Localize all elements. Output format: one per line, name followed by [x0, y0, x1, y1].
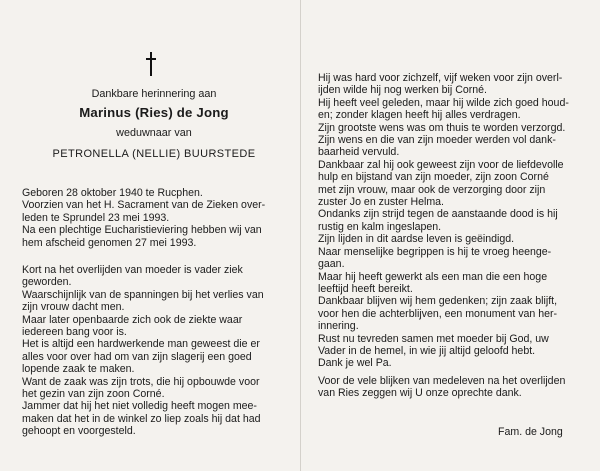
text-line: Dankbaar zal hij ook geweest zijn voor de liefdevolle: [318, 158, 564, 171]
text-line: leden te Sprundel 23 mei 1993.: [22, 211, 170, 224]
text-line: Geboren 28 oktober 1940 te Rucphen.: [22, 187, 203, 199]
cross-icon: [146, 52, 156, 76]
family-signature: Fam. de Jong: [498, 426, 563, 438]
text-line: zijn vrouw dacht men.: [22, 301, 125, 314]
text-line: alles voor over had om van zijn slagerij een goed: [22, 350, 252, 363]
text-line: Zijn lijden in dit aardse leven is geëindigd.: [318, 233, 515, 246]
text-line: Zijn grootste wens was om thuis te worden verzorgd.: [318, 121, 566, 134]
text-line: Waarschijnlijk van de spanningen bij het verlies van: [22, 288, 264, 301]
text-line: en; zonder klagen heeft hij alles verdragen.: [318, 109, 521, 122]
text-line: Hij heeft veel geleden, maar hij wilde zich goed houd-: [318, 96, 569, 109]
text-line: hulp en bijstand van zijn moeder, zijn zoon Corné: [318, 171, 549, 184]
text-line: hem afscheid genomen 27 mei 1993.: [22, 236, 197, 249]
text-line: Kort na het overlijden van moeder is vader ziek: [22, 264, 243, 276]
text-line: Jammer dat hij het niet volledig heeft mogen mee-: [22, 400, 257, 413]
text-line: van Ries zeggen wij U onze oprechte dank.: [318, 387, 522, 400]
text-line: zuster Jo en zuster Helma.: [318, 196, 444, 209]
widower-line: weduwnaar van: [116, 127, 192, 139]
text-line: geworden.: [22, 276, 72, 289]
text-line: iedereen bang voor is.: [22, 326, 127, 339]
text-line: lopende zaak te maken.: [22, 363, 135, 376]
text-line: innering.: [318, 320, 359, 333]
text-line: Rust nu tevreden samen met moeder bij God, uw: [318, 332, 549, 345]
text-line: Dankbaar blijven wij hem gedenken; zijn zaak blijft,: [318, 295, 558, 308]
text-line: maken dat het in de winkel zo liep zoals hij dat had: [22, 412, 261, 425]
text-line: leeftijd heeft bereikt.: [318, 282, 413, 295]
deceased-name: Marinus (Ries) de Jong: [79, 105, 229, 120]
dedication-line: Dankbare herinnering aan: [91, 88, 217, 100]
biography-paragraph: [22, 187, 286, 249]
text-line: Vader in de hemel, in wie jij altijd geloofd hebt.: [318, 344, 536, 357]
text-line: Voor de vele blijken van medeleven na het overlijden: [318, 375, 566, 387]
spouse-name: PETRONELLA (NELLIE) BUURSTEDE: [52, 148, 256, 160]
text-line: baarheid vervuld.: [318, 146, 400, 159]
tribute-paragraph: [318, 72, 584, 370]
text-line: het gezin van zijn zoon Corné.: [22, 388, 165, 401]
text-line: Dank je wel Pa.: [318, 357, 392, 370]
text-line: gaan.: [318, 258, 345, 271]
text-line: Voorzien van het H. Sacrament van de Zieken over-: [22, 199, 266, 212]
text-line: Maar hij heeft gewerkt als een man die een hoge: [318, 270, 548, 283]
text-line: Ondanks zijn strijd tegen de aanstaande dood is hij: [318, 208, 558, 221]
text-line: Naar menselijke begrippen is hij te vroeg heenge-: [318, 245, 552, 258]
text-line: ijden wilde hij nog werken bij Corné.: [318, 84, 488, 97]
text-line: Want de zaak was zijn trots, die hij opbouwde voor: [22, 375, 260, 388]
text-line: met zijn vrouw, maar ook de verzorging door zijn: [318, 183, 546, 196]
text-line: Maar later openbaarde zich ook de ziekte waar: [22, 313, 243, 326]
text-line: rustig en kalm ingeslapen.: [318, 220, 442, 233]
text-line: Zijn wens en die van zijn moeder werden vol dank-: [318, 134, 556, 147]
text-line: Hij was hard voor zichzelf, vijf weken voor zijn overl-: [318, 72, 563, 84]
text-line: gehoopt en voorgesteld.: [22, 425, 136, 438]
text-line: voor hen die achterblijven, een monument van her-: [318, 307, 558, 320]
text-line: Na een plechtige Eucharistieviering hebben wij van: [22, 224, 262, 237]
thanks-paragraph: [318, 375, 584, 400]
card-fold-line: [300, 0, 301, 471]
story-paragraph: [22, 264, 286, 438]
text-line: Het is altijd een hardwerkende man geweest die er: [22, 338, 260, 351]
